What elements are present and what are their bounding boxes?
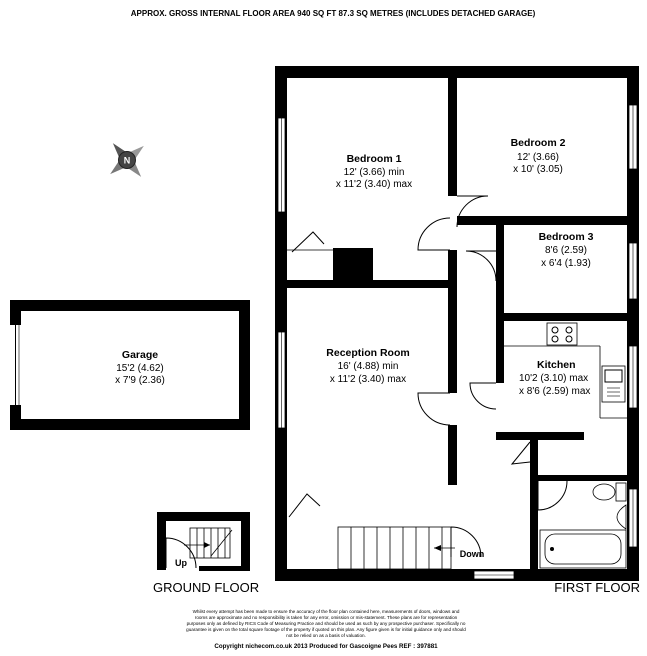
garage-wall-top xyxy=(10,300,250,311)
wall-bathroom-left xyxy=(530,440,538,570)
toilet-icon xyxy=(593,483,626,501)
first-floor-label: FIRST FLOOR xyxy=(554,580,640,595)
compass-icon xyxy=(96,129,158,191)
bedroom2-dim-2: x 10' (3.05) xyxy=(513,164,563,175)
bedroom1-door xyxy=(418,218,450,250)
wall-bed1-landing xyxy=(448,250,457,283)
garage-wall-bottom xyxy=(10,419,250,430)
ground-floor-entrance xyxy=(157,512,250,571)
wall-bed1-bed2 xyxy=(448,66,457,196)
reception-cupboard-door xyxy=(289,494,320,517)
disclaimer-line: not be relied on as a basis of valuation. xyxy=(286,633,366,638)
wall-bathroom-top xyxy=(530,475,639,481)
compass-letter: N xyxy=(123,155,131,166)
bedroom3-door xyxy=(466,251,496,281)
bedroom3-dim-2: x 6'4 (1.93) xyxy=(541,258,591,269)
gross-area-title: APPROX. GROSS INTERNAL FLOOR AREA 940 SQ FT 87.3 SQ METRES (INCLUDES DETACHED GARAGE) xyxy=(130,9,536,18)
disclaimer-line: Whilst every attempt has been made to ensure the accuracy of the floor plan contained here, measurements of doors, windows and xyxy=(192,609,460,614)
reception-stairs xyxy=(338,527,455,569)
wall-reception-landing-lower xyxy=(448,425,457,485)
bed1-wardrobe-door xyxy=(292,232,324,252)
bedroom2-name: Bedroom 2 xyxy=(510,137,566,149)
bedroom1-dim-1: 12' (3.66) min xyxy=(343,167,405,178)
garage-wall-left-bottom xyxy=(10,405,21,430)
wall-kitchen-left xyxy=(496,321,504,383)
disclaimer xyxy=(186,609,466,638)
copyright-line: Copyright nichecom.co.uk 2013 Produced for Gascoigne Pees REF : 397881 xyxy=(214,643,438,650)
garage-wall-left-top xyxy=(10,300,21,325)
garage-dim-2: x 7'9 (2.36) xyxy=(115,375,165,386)
garage xyxy=(10,300,250,430)
basin-icon xyxy=(617,505,626,529)
bedroom1-name: Bedroom 1 xyxy=(346,153,402,165)
disclaimer-line: guarantee is given on the total square footage of the property if quoted on this plan. Any figure given is for initial guidance only and should xyxy=(186,627,466,632)
sink-icon xyxy=(602,366,625,402)
bedroom1-dim-2: x 11'2 (3.40) max xyxy=(335,179,413,190)
bedroom3-name: Bedroom 3 xyxy=(538,231,594,243)
reception-dim-2: x 11'2 (3.40) max xyxy=(329,374,407,385)
reception-name: Reception Room xyxy=(326,347,410,359)
wall-bed3-left xyxy=(496,225,504,313)
wall-bed3-kitchen xyxy=(496,313,639,321)
bedroom2-dim-1: 12' (3.66) xyxy=(517,152,559,163)
hob-icon xyxy=(547,323,577,345)
ground-stairs xyxy=(184,528,232,558)
disclaimer-line: purposes only as defined by RICS Code of Measuring Practice and should be used as such by any prospective purchaser. Specifically no xyxy=(186,621,466,626)
bed1-cupboard-block xyxy=(333,248,373,282)
wall-reception-landing-upper xyxy=(448,288,457,393)
kitchen-door xyxy=(470,383,496,409)
reception-door xyxy=(418,393,450,425)
kitchen-dim-2: x 8'6 (2.59) max xyxy=(519,386,591,397)
wall-kitchen-bottom xyxy=(496,432,584,440)
kitchen-name: Kitchen xyxy=(537,359,576,371)
first-floor xyxy=(275,66,639,581)
garage-name: Garage xyxy=(121,349,159,361)
bathroom-door xyxy=(538,481,567,510)
garage-wall-right xyxy=(239,300,250,430)
disclaimer-line: rooms are approximate and no responsibility is taken for any error, omission or mis-statement. These plans are for representation xyxy=(194,615,458,620)
wall-bed2-bed3 xyxy=(457,216,639,225)
ground-floor-label: GROUND FLOOR xyxy=(153,580,260,595)
bedroom3-dim-1: 8'6 (2.59) xyxy=(545,245,587,256)
landing-cupboard-door xyxy=(512,442,530,464)
kitchen-dim-1: 10'2 (3.10) max xyxy=(519,373,589,384)
bath-icon xyxy=(540,530,626,568)
stairs-down-label: Down xyxy=(459,549,485,559)
stairs-up-label: Up xyxy=(175,558,187,568)
reception-dim-1: 16' (4.88) min xyxy=(337,361,399,372)
garage-dim-1: 15'2 (4.62) xyxy=(116,363,164,374)
